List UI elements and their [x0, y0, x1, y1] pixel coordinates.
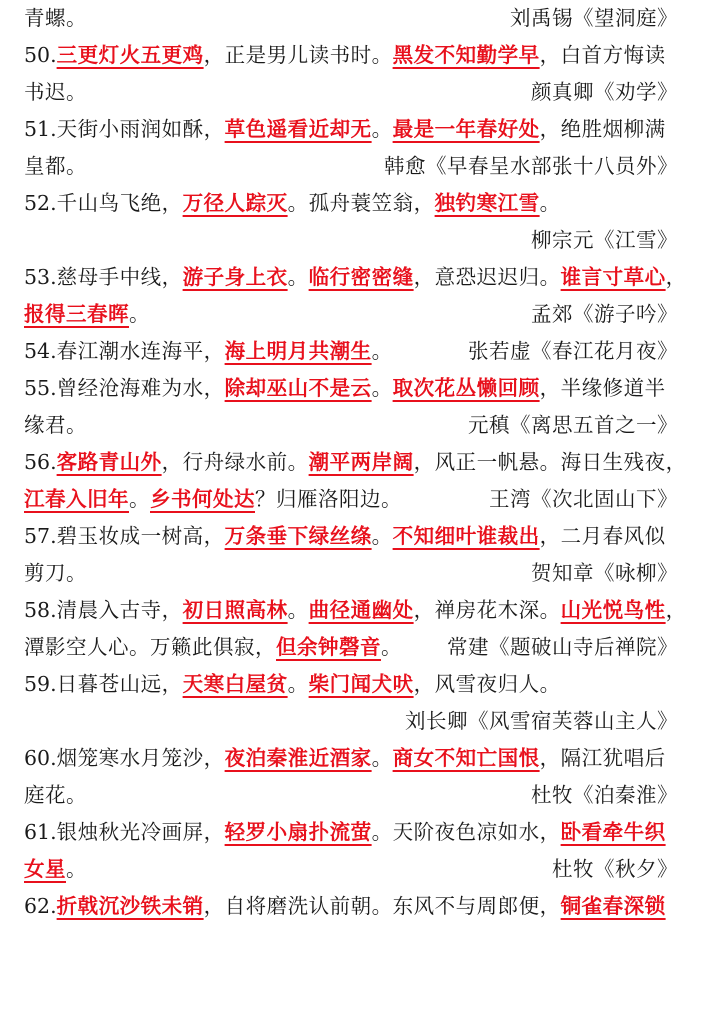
answer-text: 万条垂下绿丝绦 [224, 524, 372, 548]
answer-text: 谁言寸草心 [560, 265, 666, 289]
answer-text: 万径人踪灭 [182, 191, 288, 215]
answer-text: 潮平两岸阔 [308, 450, 414, 474]
poem-text: 春江潮水连海平， [56, 339, 225, 363]
poem-text: 潭影空人心。万籁此俱寂， [24, 635, 276, 659]
poem-text: 。 [66, 857, 87, 881]
poem-text: 。 [129, 302, 150, 326]
poem-text: ，正是男儿读书时。 [203, 43, 393, 67]
answer-text: 柴门闻犬吠 [308, 672, 414, 696]
poem-source: 韩愈《早春呈水部张十八员外》 [384, 154, 678, 178]
poem-text: 碧玉妆成一树高， [56, 524, 225, 548]
poem-text: 。 [287, 598, 309, 622]
poem-source: 杜牧《泊秦淮》 [531, 783, 678, 807]
poem-text: ，半缘修道半 [539, 376, 666, 400]
poem-source: 张若虚《春江花月夜》 [468, 339, 678, 363]
answer-text: 独钓寒江雪 [434, 191, 540, 215]
poem-text: 。 [287, 672, 309, 696]
answer-text: 海上明月共潮生 [224, 339, 372, 363]
poem-text: ， [665, 265, 687, 289]
text-line [24, 222, 702, 259]
answer-text: 山光悦鸟性 [560, 598, 666, 622]
answer-text: 草色遥看近却无 [224, 117, 372, 141]
poem-text: 千山鸟飞绝， [56, 191, 183, 215]
answer-text: 江春入旧年 [24, 487, 129, 511]
item-number: 55. [24, 376, 57, 400]
poem-text: 银烛秋光冷画屏， [56, 820, 225, 844]
answer-text: 但余钟磬音 [276, 635, 381, 659]
answer-text: 轻罗小扇扑流萤 [224, 820, 372, 844]
item-number: 57. [24, 524, 57, 548]
item-number: 59. [24, 672, 57, 696]
item-number: 56. [24, 450, 57, 474]
answer-text: 铜雀春深锁 [560, 894, 666, 918]
text-line [24, 703, 702, 740]
text-line [24, 814, 702, 851]
poem-text: 。 [371, 376, 393, 400]
poem-text: ，自将磨洗认前朝。东风不与周郎便， [203, 894, 561, 918]
text-line [24, 259, 702, 296]
poem-text: 青螺。 [24, 6, 87, 30]
poem-source: 柳宗元《江雪》 [531, 228, 678, 252]
text-line [24, 518, 702, 555]
poem-text: ，白首方悔读 [539, 43, 666, 67]
answer-text: 除却巫山不是云 [224, 376, 372, 400]
item-number: 52. [24, 191, 57, 215]
poem-text: ， [665, 598, 687, 622]
text-line [24, 555, 702, 592]
poem-text: 清晨入古寺， [56, 598, 183, 622]
text-line [24, 740, 702, 777]
item-number: 61. [24, 820, 57, 844]
poem-source: 常建《题破山寺后禅院》 [447, 635, 678, 659]
answer-text: 报得三春晖 [24, 302, 129, 326]
answer-text: 游子身上衣 [182, 265, 288, 289]
poem-text: ？归雁洛阳边。 [255, 487, 402, 511]
poem-text: ，风雪夜归人。 [413, 672, 561, 696]
poem-text: 。 [129, 487, 150, 511]
poem-source: 杜牧《秋夕》 [552, 857, 678, 881]
text-line [24, 111, 702, 148]
poem-text: 。孤舟蓑笠翁， [287, 191, 435, 215]
poem-text: 皇都。 [24, 154, 87, 178]
poem-text: 剪刀。 [24, 561, 87, 585]
text-line [24, 888, 702, 925]
poem-source: 刘长卿《风雪宿芙蓉山主人》 [405, 709, 678, 733]
answer-text: 天寒白屋贫 [182, 672, 288, 696]
poem-text: 慈母手中线， [56, 265, 183, 289]
text-line [24, 148, 702, 185]
answer-text: 折戟沉沙铁未销 [56, 894, 204, 918]
text-line [24, 296, 702, 333]
poem-source: 孟郊《游子吟》 [531, 302, 678, 326]
text-line [24, 851, 702, 888]
text-line [24, 592, 702, 629]
answer-text: 卧看牵牛织 [560, 820, 666, 844]
poem-text: ，绝胜烟柳满 [539, 117, 666, 141]
item-number: 53. [24, 265, 57, 289]
text-line [24, 481, 702, 518]
poem-source: 贺知章《咏柳》 [531, 561, 678, 585]
poem-text: 。天阶夜色凉如水， [371, 820, 561, 844]
poem-text: 庭花。 [24, 783, 87, 807]
item-number: 51. [24, 117, 57, 141]
text-line [24, 333, 702, 370]
poem-source: 王湾《次北固山下》 [489, 487, 678, 511]
answer-text: 黑发不知勤学早 [392, 43, 540, 67]
text-line [24, 666, 702, 703]
poem-text: ，禅房花木深。 [413, 598, 561, 622]
answer-text: 最是一年春好处 [392, 117, 540, 141]
poem-source: 刘禹锡《望洞庭》 [510, 6, 678, 30]
poem-text: 。 [371, 524, 393, 548]
poem-text: 书迟。 [24, 80, 87, 104]
answer-text: 取次花丛懒回顾 [392, 376, 540, 400]
answer-text: 曲径通幽处 [308, 598, 414, 622]
answer-text: 初日照高林 [182, 598, 288, 622]
answer-text: 商女不知亡国恨 [392, 746, 540, 770]
text-line [24, 444, 702, 481]
item-number: 50. [24, 43, 57, 67]
text-line [24, 629, 702, 666]
answer-text: 夜泊秦淮近酒家 [224, 746, 372, 770]
poem-text: 天街小雨润如酥， [56, 117, 225, 141]
answer-text: 客路青山外 [56, 450, 162, 474]
text-line [24, 185, 702, 222]
answer-text: 临行密密缝 [308, 265, 414, 289]
answer-text: 三更灯火五更鸡 [56, 43, 204, 67]
text-line [24, 37, 702, 74]
poem-text: 日暮苍山远， [56, 672, 183, 696]
text-line [24, 407, 702, 444]
text-line [24, 777, 702, 814]
answer-text: 乡书何处达 [150, 487, 255, 511]
item-number: 54. [24, 339, 57, 363]
poem-text: 。 [371, 339, 393, 363]
poem-text: 。 [381, 635, 402, 659]
poem-text: ，二月春风似 [539, 524, 666, 548]
poem-text: 烟笼寒水月笼沙， [56, 746, 225, 770]
poem-text: ，行舟绿水前。 [161, 450, 309, 474]
poem-text: ，意恐迟迟归。 [413, 265, 561, 289]
poem-source: 元稹《离思五首之一》 [468, 413, 678, 437]
answer-text: 女星 [24, 857, 66, 881]
poem-text: ，风正一帆悬。海日生残夜， [413, 450, 687, 474]
poem-source: 颜真卿《劝学》 [531, 80, 678, 104]
item-number: 62. [24, 894, 57, 918]
poem-text: 曾经沧海难为水， [56, 376, 225, 400]
item-number: 60. [24, 746, 57, 770]
poem-text: 。 [287, 265, 309, 289]
item-number: 58. [24, 598, 57, 622]
poem-text: 。 [371, 117, 393, 141]
answer-text: 不知细叶谁裁出 [392, 524, 540, 548]
text-line [24, 74, 702, 111]
poem-text: ，隔江犹唱后 [539, 746, 666, 770]
text-line [24, 0, 702, 37]
poem-text: 缘君。 [24, 413, 87, 437]
poem-text: 。 [539, 191, 561, 215]
poem-text: 。 [371, 746, 393, 770]
text-line [24, 370, 702, 407]
